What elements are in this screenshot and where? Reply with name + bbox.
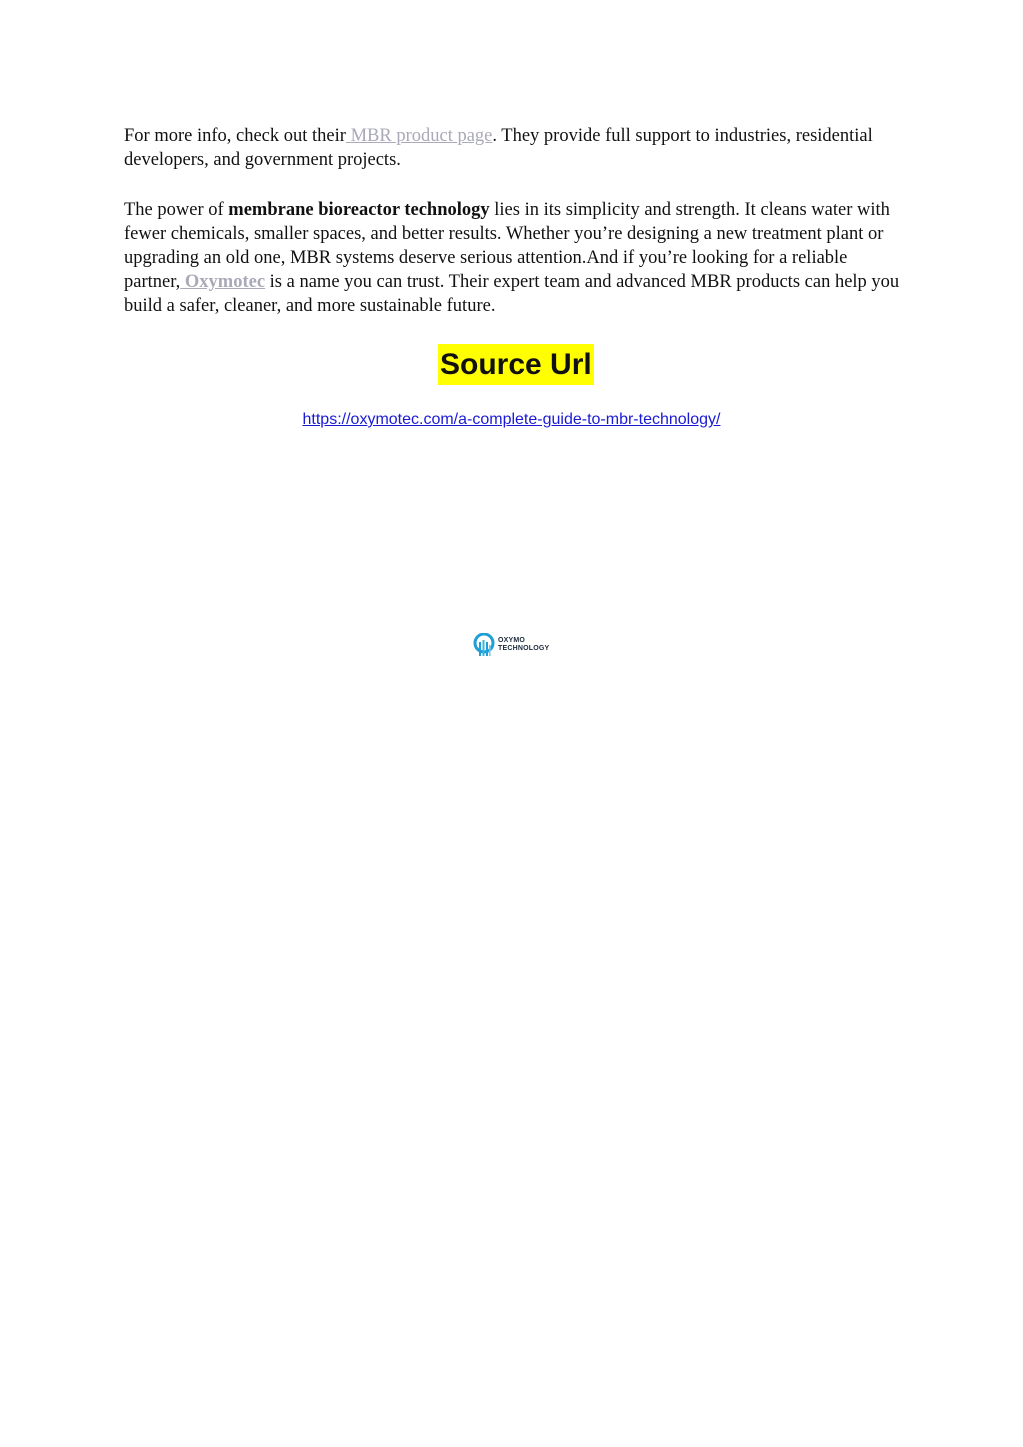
logo-wordmark xyxy=(498,637,549,653)
source-url-heading: Source Url xyxy=(438,344,594,385)
paragraph-2-text-middle: lies in its simplicity and strength. It cleans water with fewer chemicals, smaller spaces, and better results. Whether you’re designing a new treatment plant or upgrading an old one, MBR systems deserve serious attention.And if you’re looking for a reliable partner, xyxy=(124,200,890,292)
oxymotec-link[interactable]: Oxymotec xyxy=(180,272,266,292)
oxymo-technology-logo xyxy=(473,632,553,658)
paragraph-2-text-start: The power of xyxy=(124,200,229,220)
oxymo-logo-icon xyxy=(473,633,495,657)
paragraph-more-info xyxy=(124,124,904,172)
bold-membrane-bioreactor-technology: membrane bioreactor technology xyxy=(228,200,490,220)
logo-line-1: OXYMO xyxy=(498,637,526,644)
source-url-link[interactable]: https://oxymotec.com/a-complete-guide-to-mbr-technology/ xyxy=(302,411,721,428)
paragraph-1-text-start: For more info, check out their xyxy=(124,126,346,146)
mbr-product-page-link[interactable]: MBR product page xyxy=(345,126,493,146)
paragraph-2-text-end: is a name you can trust. Their expert team and advanced MBR products can help you build a safer, cleaner, and more sustainable future. xyxy=(124,272,900,316)
logo-line-2: TECHNOLOGY xyxy=(498,645,550,652)
paragraph-1-text-end: . They provide full support to industries, residential developers, and government projects. xyxy=(124,126,873,170)
paragraph-mbr-power xyxy=(124,198,904,318)
